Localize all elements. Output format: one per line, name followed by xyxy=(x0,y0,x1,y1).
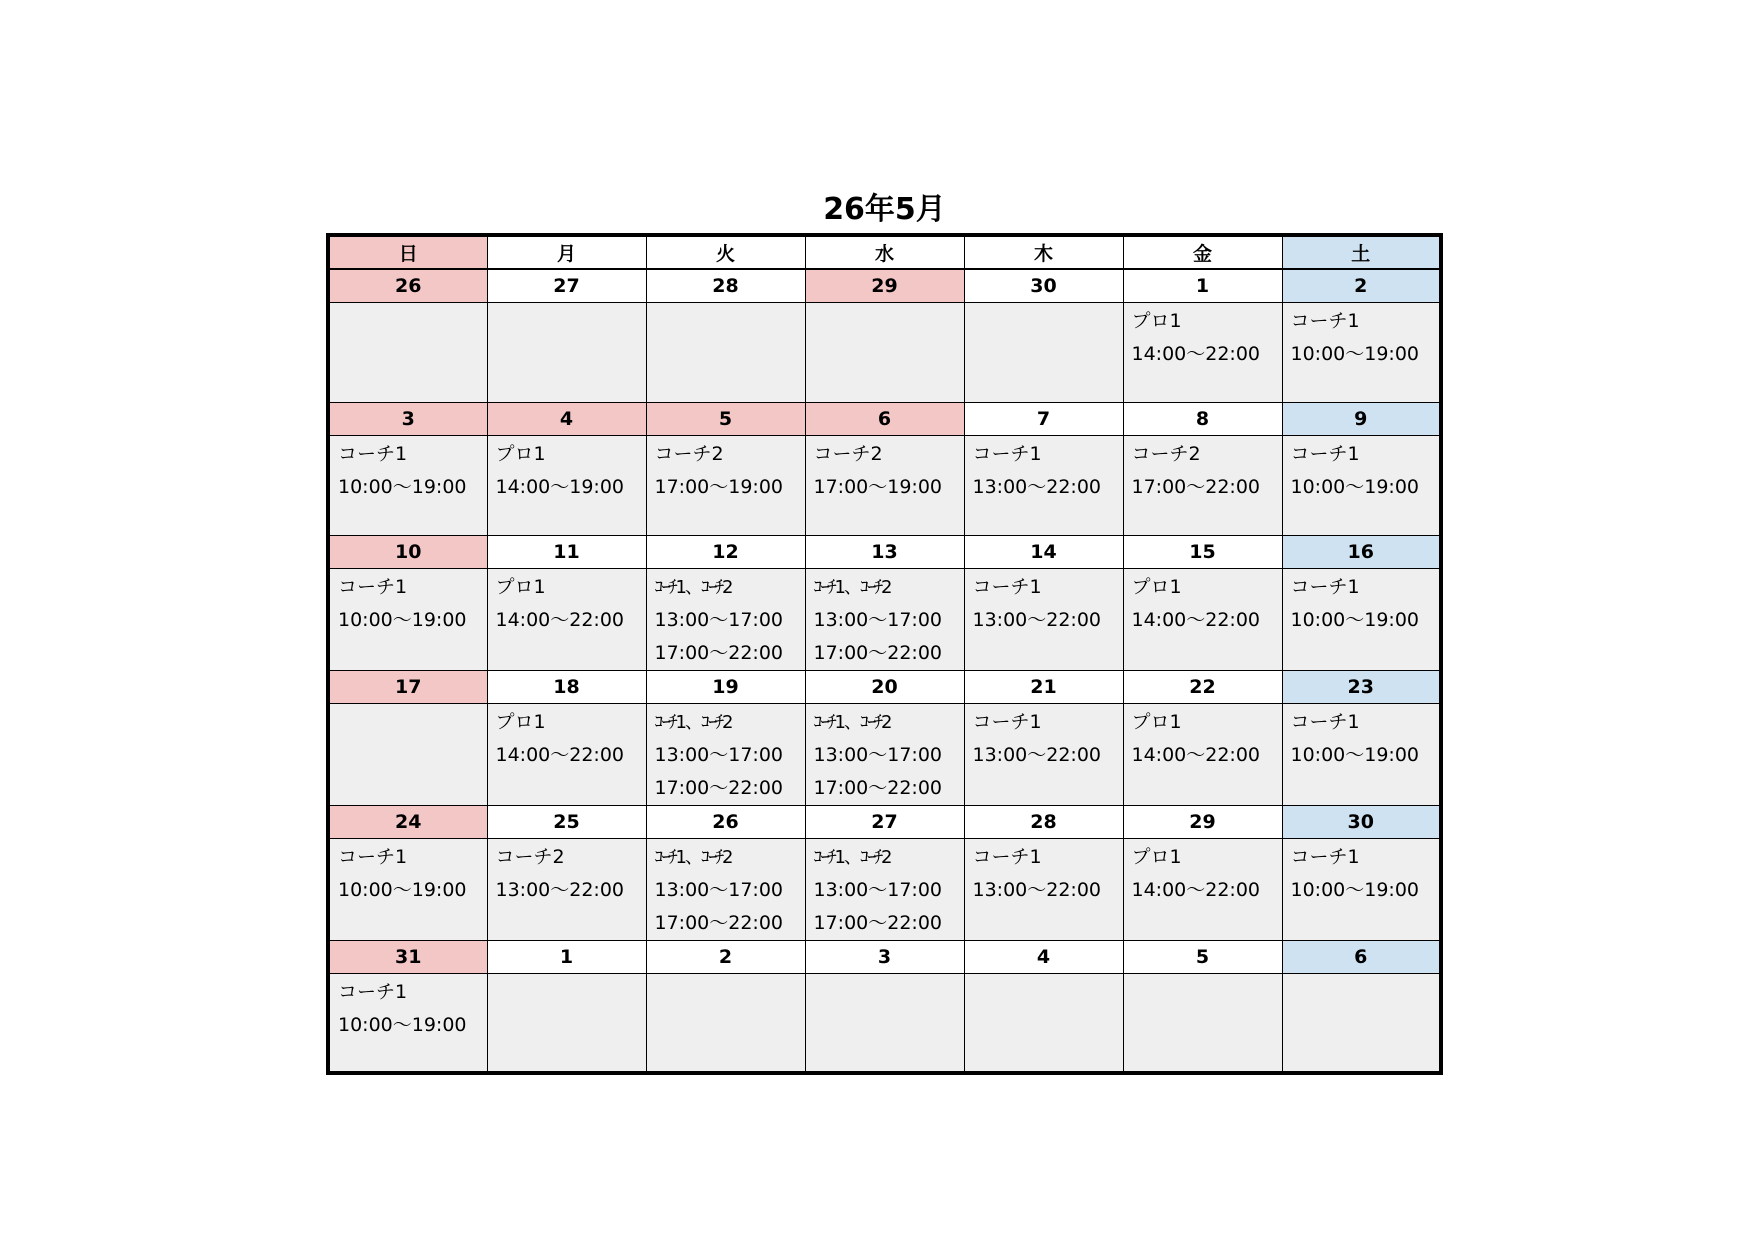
date-number: 5 xyxy=(646,402,805,435)
time-range: 10:00～19:00 xyxy=(1290,475,1420,498)
time-range: 14:00～22:00 xyxy=(1131,342,1261,365)
date-number: 23 xyxy=(1282,670,1441,703)
time-range: 14:00～22:00 xyxy=(1131,608,1261,631)
time-range: 14:00～22:00 xyxy=(1131,743,1261,766)
date-number: 11 xyxy=(487,535,646,568)
time-range: 13:00～17:00 xyxy=(813,878,943,901)
time-range: 17:00～22:00 xyxy=(654,641,784,664)
schedule-cell[interactable] xyxy=(328,568,487,670)
date-number: 4 xyxy=(487,402,646,435)
staff-name: プロ1 xyxy=(495,442,546,465)
calendar-title: 26年5月 xyxy=(823,192,946,227)
date-number: 5 xyxy=(1123,940,1282,973)
schedule-cell[interactable] xyxy=(328,973,487,1073)
date-number: 16 xyxy=(1282,535,1441,568)
staff-name: コーチ1 xyxy=(338,575,408,598)
staff-name: コーチ1 xyxy=(1290,575,1360,598)
calendar-body xyxy=(328,269,1441,1073)
date-number: 19 xyxy=(646,670,805,703)
staff-name: プロ1 xyxy=(1131,710,1182,733)
staff-name: コーチ1 xyxy=(1290,309,1360,332)
schedule-cell[interactable] xyxy=(646,838,805,940)
date-number: 18 xyxy=(487,670,646,703)
schedule-cell[interactable] xyxy=(487,302,646,402)
date-number-row xyxy=(328,940,1441,973)
schedule-row xyxy=(328,703,1441,805)
schedule-cell[interactable] xyxy=(805,973,964,1073)
date-number-row xyxy=(328,805,1441,838)
schedule-cell[interactable] xyxy=(805,302,964,402)
time-range: 13:00～17:00 xyxy=(654,743,784,766)
time-range: 17:00～22:00 xyxy=(1131,475,1261,498)
schedule-row xyxy=(328,435,1441,535)
staff-name: プロ1 xyxy=(1131,309,1182,332)
schedule-row xyxy=(328,838,1441,940)
staff-name: プロ1 xyxy=(1131,575,1182,598)
schedule-cell[interactable] xyxy=(964,838,1123,940)
schedule-cell[interactable] xyxy=(1282,838,1441,940)
staff-name: ｺｰﾁ1、ｺｰﾁ2 xyxy=(813,846,891,868)
time-range: 13:00～22:00 xyxy=(972,475,1102,498)
time-range: 10:00～19:00 xyxy=(1290,743,1420,766)
schedule-cell[interactable] xyxy=(1123,838,1282,940)
weekday-header-row xyxy=(328,235,1441,269)
schedule-cell[interactable] xyxy=(646,973,805,1073)
date-number: 20 xyxy=(805,670,964,703)
staff-name: ｺｰﾁ1、ｺｰﾁ2 xyxy=(654,711,732,733)
schedule-cell[interactable] xyxy=(1282,973,1441,1073)
date-number: 2 xyxy=(646,940,805,973)
date-number: 15 xyxy=(1123,535,1282,568)
staff-name: コーチ1 xyxy=(1290,845,1360,868)
time-range: 13:00～22:00 xyxy=(972,878,1102,901)
schedule-cell[interactable] xyxy=(805,435,964,535)
date-number: 9 xyxy=(1282,402,1441,435)
schedule-cell[interactable] xyxy=(487,568,646,670)
weekday-saturday: 土 xyxy=(1282,235,1441,269)
schedule-cell[interactable] xyxy=(487,703,646,805)
weekday-monday: 月 xyxy=(487,235,646,269)
staff-name: コーチ2 xyxy=(1131,442,1201,465)
schedule-cell[interactable] xyxy=(646,568,805,670)
schedule-row xyxy=(328,568,1441,670)
schedule-row xyxy=(328,302,1441,402)
staff-name: プロ1 xyxy=(495,710,546,733)
schedule-cell[interactable] xyxy=(487,838,646,940)
staff-name: コーチ1 xyxy=(338,980,408,1003)
schedule-cell[interactable] xyxy=(805,838,964,940)
schedule-row xyxy=(328,973,1441,1073)
time-range: 13:00～17:00 xyxy=(813,743,943,766)
time-range: 17:00～22:00 xyxy=(813,776,943,799)
time-range: 10:00～19:00 xyxy=(1290,342,1420,365)
date-number: 3 xyxy=(328,402,487,435)
time-range: 10:00～19:00 xyxy=(338,1013,467,1036)
date-number-row xyxy=(328,402,1441,435)
time-range: 17:00～22:00 xyxy=(813,911,943,934)
time-range: 10:00～19:00 xyxy=(338,608,467,631)
staff-name: ｺｰﾁ1、ｺｰﾁ2 xyxy=(813,576,891,598)
date-number: 7 xyxy=(964,402,1123,435)
date-number: 14 xyxy=(964,535,1123,568)
time-range: 13:00～17:00 xyxy=(813,608,943,631)
staff-name: プロ1 xyxy=(495,575,546,598)
schedule-cell[interactable] xyxy=(1123,302,1282,402)
time-range: 14:00～19:00 xyxy=(495,475,625,498)
date-number: 6 xyxy=(805,402,964,435)
date-number: 30 xyxy=(1282,805,1441,838)
schedule-cell[interactable] xyxy=(1123,703,1282,805)
staff-name: コーチ1 xyxy=(338,845,408,868)
schedule-cell[interactable] xyxy=(487,435,646,535)
date-number: 29 xyxy=(1123,805,1282,838)
date-number-row xyxy=(328,269,1441,302)
date-number: 12 xyxy=(646,535,805,568)
weekday-friday: 金 xyxy=(1123,235,1282,269)
time-range: 10:00～19:00 xyxy=(1290,878,1420,901)
staff-name: コーチ1 xyxy=(972,575,1042,598)
schedule-cell[interactable] xyxy=(964,568,1123,670)
time-range: 14:00～22:00 xyxy=(495,608,625,631)
time-range: 17:00～22:00 xyxy=(813,641,943,664)
date-number: 3 xyxy=(805,940,964,973)
time-range: 10:00～19:00 xyxy=(338,475,467,498)
time-range: 14:00～22:00 xyxy=(1131,878,1261,901)
date-number: 28 xyxy=(646,269,805,302)
schedule-cell[interactable] xyxy=(1282,703,1441,805)
schedule-cell[interactable] xyxy=(487,973,646,1073)
staff-name: コーチ1 xyxy=(972,442,1042,465)
staff-name: ｺｰﾁ1、ｺｰﾁ2 xyxy=(813,711,891,733)
schedule-cell[interactable] xyxy=(328,435,487,535)
time-range: 17:00～22:00 xyxy=(654,776,784,799)
staff-name: コーチ1 xyxy=(1290,710,1360,733)
date-number: 26 xyxy=(646,805,805,838)
date-number: 29 xyxy=(805,269,964,302)
schedule-cell[interactable] xyxy=(805,568,964,670)
schedule-cell[interactable] xyxy=(1282,302,1441,402)
staff-name: プロ1 xyxy=(1131,845,1182,868)
schedule-cell[interactable] xyxy=(964,302,1123,402)
date-number-row xyxy=(328,670,1441,703)
staff-name: ｺｰﾁ1、ｺｰﾁ2 xyxy=(654,576,732,598)
schedule-cell[interactable] xyxy=(805,703,964,805)
schedule-cell[interactable] xyxy=(328,838,487,940)
schedule-cell[interactable] xyxy=(646,703,805,805)
time-range: 17:00～19:00 xyxy=(654,475,784,498)
staff-name: コーチ2 xyxy=(813,442,883,465)
time-range: 13:00～17:00 xyxy=(654,878,784,901)
date-number: 24 xyxy=(328,805,487,838)
schedule-cell[interactable] xyxy=(646,302,805,402)
time-range: 13:00～22:00 xyxy=(972,743,1102,766)
date-number: 13 xyxy=(805,535,964,568)
schedule-cell[interactable] xyxy=(1123,435,1282,535)
date-number: 22 xyxy=(1123,670,1282,703)
date-number: 17 xyxy=(328,670,487,703)
date-number: 31 xyxy=(328,940,487,973)
calendar-grid xyxy=(326,233,1443,1075)
schedule-cell[interactable] xyxy=(964,973,1123,1073)
time-range: 13:00～22:00 xyxy=(495,878,625,901)
date-number: 28 xyxy=(964,805,1123,838)
time-range: 17:00～22:00 xyxy=(654,911,784,934)
date-number: 26 xyxy=(328,269,487,302)
time-range: 13:00～22:00 xyxy=(972,608,1102,631)
schedule-cell[interactable] xyxy=(328,703,487,805)
date-number: 25 xyxy=(487,805,646,838)
date-number: 27 xyxy=(805,805,964,838)
weekday-sunday: 日 xyxy=(328,235,487,269)
date-number: 4 xyxy=(964,940,1123,973)
date-number: 8 xyxy=(1123,402,1282,435)
schedule-cell[interactable] xyxy=(1123,568,1282,670)
schedule-cell[interactable] xyxy=(964,435,1123,535)
staff-name: コーチ1 xyxy=(972,845,1042,868)
date-number: 27 xyxy=(487,269,646,302)
staff-name: コーチ1 xyxy=(338,442,408,465)
date-number: 21 xyxy=(964,670,1123,703)
schedule-cell[interactable] xyxy=(964,703,1123,805)
weekday-tuesday: 火 xyxy=(646,235,805,269)
staff-name: コーチ1 xyxy=(1290,442,1360,465)
time-range: 17:00～19:00 xyxy=(813,475,943,498)
weekday-thursday: 木 xyxy=(964,235,1123,269)
staff-name: ｺｰﾁ1、ｺｰﾁ2 xyxy=(654,846,732,868)
time-range: 10:00～19:00 xyxy=(1290,608,1420,631)
date-number: 10 xyxy=(328,535,487,568)
time-range: 13:00～17:00 xyxy=(654,608,784,631)
time-range: 14:00～22:00 xyxy=(495,743,625,766)
schedule-cell[interactable] xyxy=(1282,435,1441,535)
time-range: 10:00～19:00 xyxy=(338,878,467,901)
schedule-cell[interactable] xyxy=(328,302,487,402)
schedule-cell[interactable] xyxy=(1282,568,1441,670)
staff-name: コーチ2 xyxy=(495,845,565,868)
date-number: 1 xyxy=(487,940,646,973)
date-number: 6 xyxy=(1282,940,1441,973)
date-number: 2 xyxy=(1282,269,1441,302)
date-number: 30 xyxy=(964,269,1123,302)
date-number: 1 xyxy=(1123,269,1282,302)
date-number-row xyxy=(328,535,1441,568)
schedule-cell[interactable] xyxy=(1123,973,1282,1073)
weekday-wednesday: 水 xyxy=(805,235,964,269)
staff-name: コーチ2 xyxy=(654,442,724,465)
staff-name: コーチ1 xyxy=(972,710,1042,733)
schedule-cell[interactable] xyxy=(646,435,805,535)
